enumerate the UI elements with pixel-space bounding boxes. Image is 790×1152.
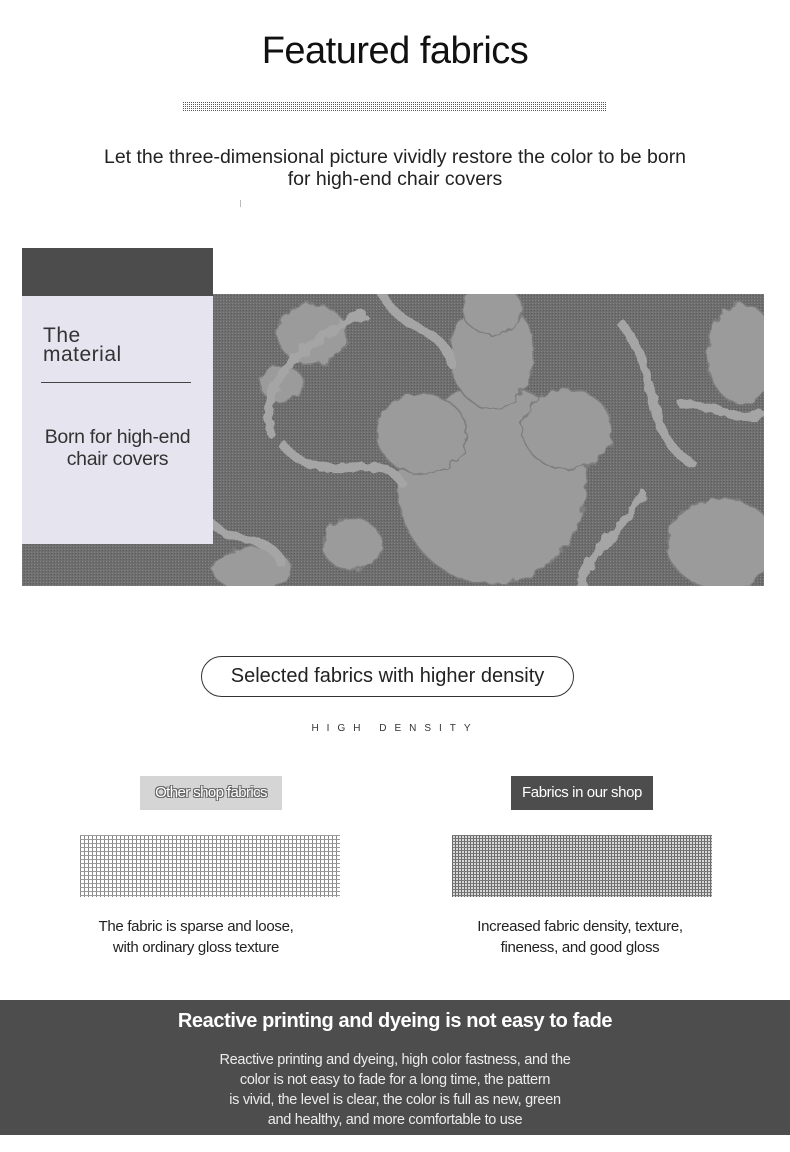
subtitle-line-1: Let the three-dimensional picture vividly restore the color to be born (103, 146, 687, 168)
banner-body (190, 1050, 600, 1130)
density-pill: Selected fabrics with higher density (201, 656, 574, 697)
sparse-weave-swatch (80, 835, 340, 897)
other-caption-line-1: The fabric is sparse and loose, (98, 918, 294, 935)
fade-resistance-banner (0, 1000, 790, 1135)
density-caption: HIGH DENSITY (311, 723, 479, 734)
other-caption-line-2: with ordinary gloss texture (112, 939, 280, 956)
material-panel (22, 296, 213, 544)
banner-body-line-4: and healthy, and more comfortable to use (267, 1112, 523, 1128)
subtitle-line-2: for high-end chair covers (287, 168, 503, 190)
our-shop-label: Fabrics in our shop (511, 776, 653, 810)
material-rule (41, 382, 191, 383)
material-sub-line-1: Born for high-end (44, 426, 191, 448)
banner-body-line-2: color is not easy to fade for a long time, the pattern (239, 1072, 551, 1088)
material-heading-line-2: material (43, 343, 122, 366)
page-subtitle (60, 146, 730, 190)
dense-weave-swatch (452, 835, 712, 897)
dark-tab-block (22, 248, 213, 296)
our-caption-line-1: Increased fabric density, texture, (477, 918, 683, 935)
banner-title: Reactive printing and dyeing is not easy to fade (177, 1010, 613, 1032)
banner-body-line-3: is vivid, the level is clear, the color is full as new, green (229, 1092, 561, 1108)
our-shop-caption (430, 916, 730, 958)
material-heading (43, 326, 203, 364)
other-shop-label: Other shop fabrics (140, 776, 282, 810)
material-subheading (22, 426, 213, 470)
page-title: Featured fabrics (261, 30, 529, 72)
other-shop-caption (46, 916, 346, 958)
our-caption-line-2: fineness, and good gloss (500, 939, 660, 956)
material-sub-line-2: chair covers (66, 448, 169, 470)
banner-body-line-1: Reactive printing and dyeing, high color fastness, and the (219, 1052, 571, 1068)
material-heading-line-1: The (43, 324, 81, 347)
dotted-divider (183, 102, 607, 111)
tick-mark (240, 200, 241, 207)
